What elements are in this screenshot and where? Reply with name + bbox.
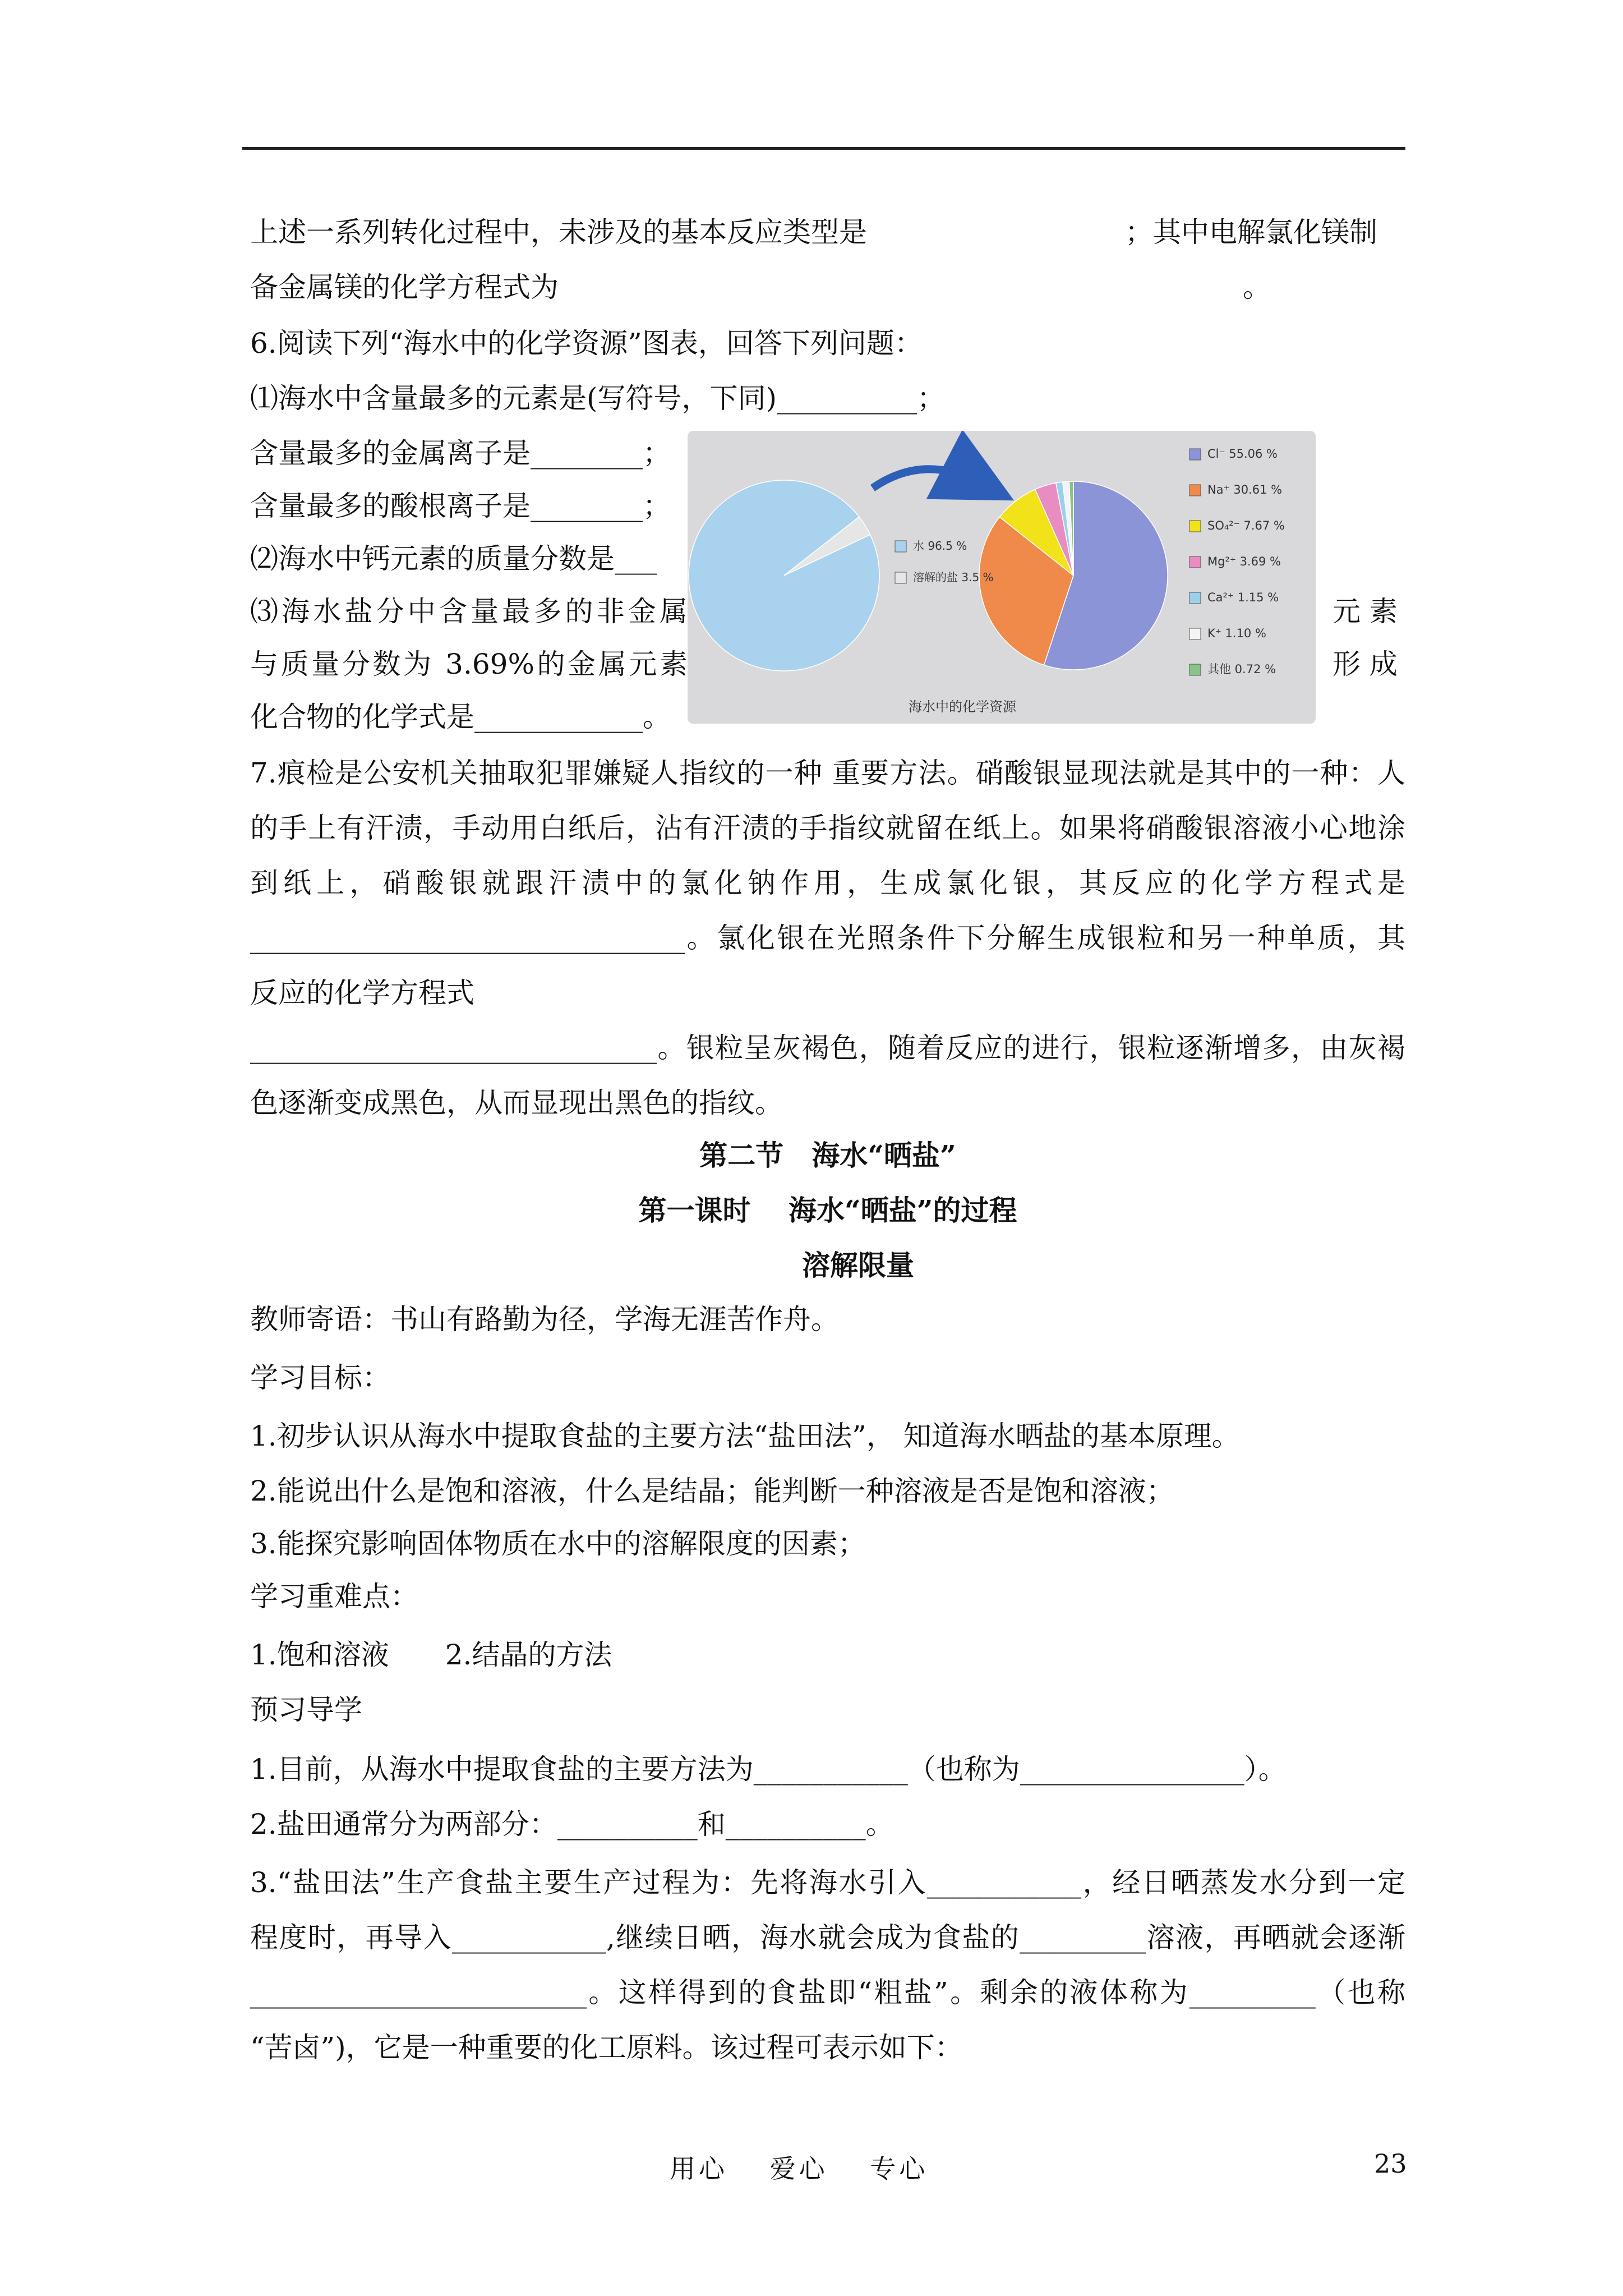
q7-line-5: 反应的化学方程式 [250, 977, 474, 1009]
preview-3a: 3.“盐田法”生产食盐主要生产过程为：先将海水引入___________，经日晒蒸发水分到一定 [250, 1866, 1405, 1899]
legend-label: Na⁺ 30.61 % [1207, 483, 1283, 496]
legend-swatch [1189, 628, 1201, 639]
lesson-heading: 第一课时 海水“晒盐”的过程 [638, 1194, 1017, 1227]
legend-label: 其他 0.72 % [1207, 662, 1276, 676]
q7-line-7: 色逐渐变成黑色，从而显现出黑色的指纹。 [250, 1087, 783, 1119]
pie-chart-svg [688, 431, 1316, 724]
goal-1: 1.初步认识从海水中提取食盐的主要方法“盐田法”， 知道海水晒盐的基本原理。 [250, 1420, 1240, 1452]
legend-swatch [1189, 449, 1201, 460]
preview-3b: 程度时，再导入___________,继续日晒，海水就会成为食盐的_________溶液，再晒就会逐渐 [250, 1921, 1405, 1954]
legend-swatch [1189, 664, 1201, 675]
q6-line-1: ⑴海水中含量最多的元素是(写符号，下同)__________； [250, 382, 946, 415]
q6-line-6-right: 形 成 [1332, 648, 1398, 680]
page-number: 23 [1374, 2148, 1407, 2179]
legend-salt [1189, 447, 1285, 676]
section-heading: 第二节 海水“晒盐” [699, 1139, 956, 1172]
legend-label: 溶解的盐 3.5 % [913, 570, 994, 584]
legend-swatch [1189, 521, 1201, 532]
q6-title: 6.阅读下列“海水中的化学资源”图表，回答下列问题： [250, 327, 923, 360]
q6-line-5-right: 元 素 [1332, 595, 1398, 628]
q6-line-2: 含量最多的金属离子是________； [250, 437, 671, 470]
pie-water [689, 480, 879, 671]
q7-line-2: 的手上有汗渍，手动用白纸后，沾有汗渍的手指纹就留在纸上。如果将硝酸银溶液小心地涂 [250, 812, 1405, 844]
goal-3: 3.能探究影响固体物质在水中的溶解限度的因素； [250, 1527, 866, 1560]
legend-water [895, 539, 994, 584]
legend-label: Mg²⁺ 3.69 % [1207, 555, 1281, 568]
header-rule [242, 147, 1405, 150]
q5-text: ；其中电解氯化镁制 [1125, 216, 1377, 249]
q5-text: 。 [1243, 271, 1271, 303]
legend-swatch [1189, 556, 1201, 568]
arrow [873, 469, 979, 488]
preview-1: 1.目前，从海水中提取食盐的主要方法为___________（也称为________________）。 [250, 1753, 1287, 1786]
preview-3d: “苦卤”)，它是一种重要的化工原料。该过程可表示如下： [250, 2031, 963, 2064]
q6-line-7: 化合物的化学式是____________。 [250, 701, 671, 733]
q5-text: 备金属镁的化学方程式为 [250, 271, 559, 303]
legend-label: Ca²⁺ 1.15 % [1207, 591, 1279, 604]
q7-line-3: 到纸上，硝酸银就跟汗渍中的氯化钠作用，生成氯化银，其反应的化学方程式是 [250, 867, 1405, 899]
pie-chart-figure [688, 431, 1316, 724]
q7-line-4: _______________________________。氯化银在光照条件下分解生成银粒和另一种单质，其 [250, 922, 1405, 954]
q5-line-2 [250, 261, 1405, 313]
legend-swatch [895, 541, 906, 552]
chart-title: 海水中的化学资源 [909, 699, 1016, 715]
legend-label: K⁺ 1.10 % [1207, 627, 1266, 640]
legend-label: SO₄²⁻ 7.67 % [1207, 519, 1285, 532]
subheading: 溶解限量 [802, 1249, 914, 1282]
legend-swatch [1189, 485, 1201, 496]
q6-line-4: ⑵海水中钙元素的质量分数是___ [250, 542, 657, 575]
key-title: 学习重难点： [250, 1580, 418, 1613]
q7-line-1: 7.痕检是公安机关抽取犯罪嫌疑人指纹的一种 重要方法。硝酸银显现法就是其中的一种：人 [250, 757, 1405, 789]
legend-label: Cl⁻ 55.06 % [1207, 447, 1278, 461]
q5-text: 上述一系列转化过程中，未涉及的基本反应类型是 [250, 216, 867, 249]
preview-2: 2.盐田通常分为两部分：__________和__________。 [250, 1808, 894, 1841]
q7-line-6: _____________________________。银粒呈灰褐色，随着反应的进行，银粒逐渐增多，由灰褐 [250, 1032, 1405, 1064]
q6-line-6: 与质量分数为 3.69%的金属元素 [250, 648, 688, 680]
footer-motto: 用心 爱心 专心 [670, 2154, 929, 2184]
pie-salt [979, 481, 1168, 670]
q6-line-5: ⑶海水盐分中含量最多的非金属 [250, 595, 688, 628]
legend-label: 水 96.5 % [913, 539, 967, 553]
goal-2: 2.能说出什么是饱和溶液，什么是结晶；能判断一种溶液是否是饱和溶液； [250, 1475, 1174, 1507]
preview-title: 预习导学 [250, 1694, 362, 1726]
preview-3c: ________________________。这样得到的食盐即“粗盐”。剩余的液体称为_________（也称 [250, 1976, 1405, 2009]
key-1: 1.饱和溶液 2.结晶的方法 [250, 1639, 612, 1671]
q6-line-3: 含量最多的酸根离子是________； [250, 490, 671, 522]
motto: 教师寄语：书山有路勤为径，学海无涯苦作舟。 [250, 1303, 839, 1336]
legend-swatch [895, 572, 906, 583]
goals-title: 学习目标： [250, 1361, 390, 1394]
legend-swatch [1189, 592, 1201, 604]
q5-line-1 [250, 206, 1405, 258]
